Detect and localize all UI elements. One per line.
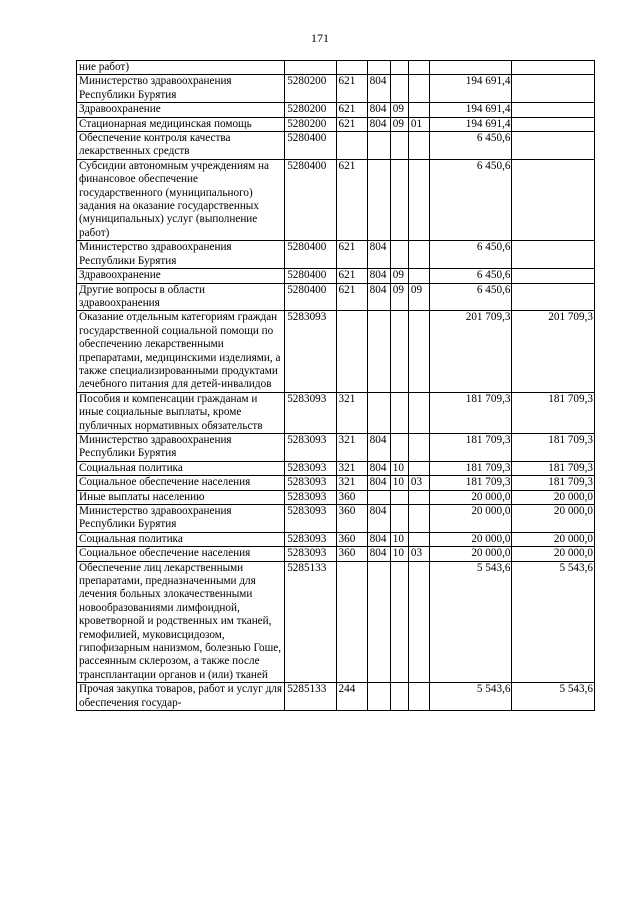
ministry-code-cell (367, 61, 390, 75)
row-name-cell: ние работ) (77, 61, 285, 75)
row-name-cell: Социальная политика (77, 532, 285, 546)
target-article-code-cell: 5283093 (285, 476, 336, 490)
expense-type-code-cell (336, 61, 367, 75)
table-row (77, 392, 595, 433)
table-row (77, 311, 595, 392)
target-article-code-cell (285, 61, 336, 75)
page-number: 171 (311, 31, 329, 45)
ministry-code-cell: 804 (367, 283, 390, 311)
section-code-cell (390, 490, 408, 504)
expense-type-code-cell: 621 (336, 241, 367, 269)
amount-total-cell: 5 543,6 (430, 683, 512, 711)
target-article-code-cell: 5283093 (285, 461, 336, 475)
section-code-cell: 09 (390, 269, 408, 283)
target-article-code-cell: 5280200 (285, 75, 336, 103)
amount-federal-cell: 20 000,0 (512, 532, 595, 546)
table-row (77, 75, 595, 103)
section-code-cell: 10 (390, 476, 408, 490)
amount-total-cell: 5 543,6 (430, 561, 512, 683)
row-name-cell: Социальное обеспечение населения (77, 476, 285, 490)
subsection-code-cell (408, 461, 429, 475)
subsection-code-cell (408, 269, 429, 283)
target-article-code-cell: 5280400 (285, 283, 336, 311)
subsection-code-cell (408, 392, 429, 433)
amount-federal-cell: 181 709,3 (512, 461, 595, 475)
amount-total-cell: 20 000,0 (430, 490, 512, 504)
ministry-code-cell: 804 (367, 103, 390, 117)
section-code-cell (390, 505, 408, 533)
subsection-code-cell (408, 159, 429, 240)
table-row (77, 117, 595, 131)
table-row (77, 505, 595, 533)
row-name-cell: Иные выплаты населению (77, 490, 285, 504)
row-name-cell: Пособия и компенсации гражданам и иные социальные выплаты, кроме публичных нормативных обязательств (77, 392, 285, 433)
ministry-code-cell (367, 392, 390, 433)
amount-federal-cell (512, 159, 595, 240)
target-article-code-cell: 5283093 (285, 547, 336, 561)
section-code-cell (390, 61, 408, 75)
budget-table-body (77, 61, 595, 711)
amount-federal-cell: 5 543,6 (512, 683, 595, 711)
target-article-code-cell: 5285133 (285, 683, 336, 711)
target-article-code-cell: 5285133 (285, 561, 336, 683)
table-row (77, 132, 595, 160)
amount-total-cell: 201 709,3 (430, 311, 512, 392)
amount-federal-cell: 181 709,3 (512, 433, 595, 461)
subsection-code-cell: 03 (408, 476, 429, 490)
expense-type-code-cell: 360 (336, 490, 367, 504)
expense-type-code-cell: 321 (336, 461, 367, 475)
section-code-cell (390, 311, 408, 392)
section-code-cell (390, 75, 408, 103)
target-article-code-cell: 5280400 (285, 241, 336, 269)
target-article-code-cell: 5280400 (285, 132, 336, 160)
section-code-cell (390, 159, 408, 240)
target-article-code-cell: 5280400 (285, 159, 336, 240)
section-code-cell (390, 683, 408, 711)
ministry-code-cell (367, 561, 390, 683)
amount-total-cell: 181 709,3 (430, 433, 512, 461)
section-code-cell (390, 561, 408, 683)
subsection-code-cell (408, 103, 429, 117)
expense-type-code-cell: 244 (336, 683, 367, 711)
table-row (77, 461, 595, 475)
amount-total-cell: 6 450,6 (430, 159, 512, 240)
section-code-cell (390, 392, 408, 433)
expense-type-code-cell (336, 311, 367, 392)
target-article-code-cell: 5283093 (285, 490, 336, 504)
ministry-code-cell: 804 (367, 269, 390, 283)
target-article-code-cell: 5283093 (285, 532, 336, 546)
expense-type-code-cell: 360 (336, 547, 367, 561)
row-name-cell: Другие вопросы в области здравоохранения (77, 283, 285, 311)
amount-federal-cell (512, 132, 595, 160)
table-row (77, 561, 595, 683)
table-row (77, 159, 595, 240)
ministry-code-cell: 804 (367, 241, 390, 269)
amount-total-cell: 20 000,0 (430, 532, 512, 546)
ministry-code-cell (367, 311, 390, 392)
amount-total-cell: 6 450,6 (430, 283, 512, 311)
table-row (77, 283, 595, 311)
amount-federal-cell (512, 269, 595, 283)
section-code-cell: 10 (390, 461, 408, 475)
ministry-code-cell: 804 (367, 505, 390, 533)
section-code-cell: 10 (390, 547, 408, 561)
row-name-cell: Социальная политика (77, 461, 285, 475)
section-code-cell: 09 (390, 117, 408, 131)
expense-type-code-cell: 321 (336, 476, 367, 490)
expense-type-code-cell: 621 (336, 117, 367, 131)
row-name-cell: Субсидии автономным учреждениям на финансовое обеспечение государственного (муниципального) задания на оказание государственных (муниципальных) услуг (выполнение работ) (77, 159, 285, 240)
row-name-cell: Прочая закупка товаров, работ и услуг для обеспечения государ- (77, 683, 285, 711)
amount-federal-cell (512, 103, 595, 117)
row-name-cell: Обеспечение лиц лекарственными препаратами, предназначенными для лечения больных злокачественными новообразованиями лимфоидной, кроветворной и родственных им тканей, гемофилией, муковисцидозом, гипофизарным нанизмом, болезнью Гоше, рассеянным склерозом, а также после трансплантации органов и (или) тканей (77, 561, 285, 683)
expense-type-code-cell (336, 561, 367, 683)
target-article-code-cell: 5283093 (285, 392, 336, 433)
row-name-cell: Министерство здравоохранения Республики Бурятия (77, 75, 285, 103)
table-row (77, 269, 595, 283)
table-row (77, 61, 595, 75)
subsection-code-cell (408, 241, 429, 269)
expense-type-code-cell: 621 (336, 103, 367, 117)
row-name-cell: Здравоохранение (77, 103, 285, 117)
amount-federal-cell (512, 241, 595, 269)
subsection-code-cell (408, 61, 429, 75)
amount-total-cell: 181 709,3 (430, 461, 512, 475)
ministry-code-cell (367, 132, 390, 160)
expense-type-code-cell: 360 (336, 532, 367, 546)
ministry-code-cell: 804 (367, 547, 390, 561)
row-name-cell: Министерство здравоохранения Республики Бурятия (77, 241, 285, 269)
subsection-code-cell (408, 683, 429, 711)
amount-total-cell (430, 61, 512, 75)
table-row (77, 476, 595, 490)
subsection-code-cell (408, 75, 429, 103)
row-name-cell: Оказание отдельным категориям граждан государственной социальной помощи по обеспечению лекарственными препаратами, медицинскими изделиями, а также специализированными продуктами лечебного питания для детей-инвалидов (77, 311, 285, 392)
ministry-code-cell: 804 (367, 476, 390, 490)
row-name-cell: Стационарная медицинская помощь (77, 117, 285, 131)
amount-federal-cell: 181 709,3 (512, 392, 595, 433)
table-row (77, 433, 595, 461)
ministry-code-cell (367, 683, 390, 711)
ministry-code-cell: 804 (367, 461, 390, 475)
table-row (77, 103, 595, 117)
subsection-code-cell (408, 433, 429, 461)
amount-federal-cell: 20 000,0 (512, 505, 595, 533)
table-row (77, 683, 595, 711)
target-article-code-cell: 5280200 (285, 117, 336, 131)
target-article-code-cell: 5283093 (285, 433, 336, 461)
amount-federal-cell: 181 709,3 (512, 476, 595, 490)
ministry-code-cell (367, 159, 390, 240)
expense-type-code-cell: 321 (336, 392, 367, 433)
section-code-cell (390, 132, 408, 160)
ministry-code-cell (367, 490, 390, 504)
expense-type-code-cell: 621 (336, 159, 367, 240)
target-article-code-cell: 5280400 (285, 269, 336, 283)
amount-total-cell: 20 000,0 (430, 547, 512, 561)
subsection-code-cell: 09 (408, 283, 429, 311)
subsection-code-cell: 03 (408, 547, 429, 561)
row-name-cell: Министерство здравоохранения Республики Бурятия (77, 433, 285, 461)
amount-federal-cell (512, 283, 595, 311)
amount-federal-cell (512, 75, 595, 103)
expense-type-code-cell: 621 (336, 283, 367, 311)
amount-total-cell: 6 450,6 (430, 241, 512, 269)
subsection-code-cell (408, 311, 429, 392)
expense-type-code-cell (336, 132, 367, 160)
ministry-code-cell: 804 (367, 532, 390, 546)
section-code-cell: 09 (390, 283, 408, 311)
subsection-code-cell: 01 (408, 117, 429, 131)
amount-total-cell: 6 450,6 (430, 269, 512, 283)
amount-total-cell: 6 450,6 (430, 132, 512, 160)
table-row (77, 532, 595, 546)
expense-type-code-cell: 621 (336, 269, 367, 283)
ministry-code-cell: 804 (367, 433, 390, 461)
amount-total-cell: 194 691,4 (430, 103, 512, 117)
section-code-cell (390, 433, 408, 461)
ministry-code-cell: 804 (367, 117, 390, 131)
subsection-code-cell (408, 505, 429, 533)
ministry-code-cell: 804 (367, 75, 390, 103)
section-code-cell: 10 (390, 532, 408, 546)
amount-total-cell: 181 709,3 (430, 392, 512, 433)
amount-total-cell: 194 691,4 (430, 75, 512, 103)
amount-federal-cell: 20 000,0 (512, 490, 595, 504)
amount-federal-cell: 201 709,3 (512, 311, 595, 392)
amount-federal-cell (512, 61, 595, 75)
subsection-code-cell (408, 561, 429, 683)
target-article-code-cell: 5283093 (285, 311, 336, 392)
row-name-cell: Здравоохранение (77, 269, 285, 283)
target-article-code-cell: 5283093 (285, 505, 336, 533)
subsection-code-cell (408, 132, 429, 160)
expense-type-code-cell: 621 (336, 75, 367, 103)
expense-type-code-cell: 321 (336, 433, 367, 461)
row-name-cell: Социальное обеспечение населения (77, 547, 285, 561)
table-row (77, 490, 595, 504)
section-code-cell: 09 (390, 103, 408, 117)
amount-total-cell: 20 000,0 (430, 505, 512, 533)
target-article-code-cell: 5280200 (285, 103, 336, 117)
section-code-cell (390, 241, 408, 269)
subsection-code-cell (408, 490, 429, 504)
amount-federal-cell: 20 000,0 (512, 547, 595, 561)
budget-table (76, 60, 595, 711)
amount-total-cell: 194 691,4 (430, 117, 512, 131)
subsection-code-cell (408, 532, 429, 546)
row-name-cell: Обеспечение контроля качества лекарственных средств (77, 132, 285, 160)
amount-total-cell: 181 709,3 (430, 476, 512, 490)
amount-federal-cell (512, 117, 595, 131)
table-row (77, 547, 595, 561)
row-name-cell: Министерство здравоохранения Республики Бурятия (77, 505, 285, 533)
expense-type-code-cell: 360 (336, 505, 367, 533)
amount-federal-cell: 5 543,6 (512, 561, 595, 683)
table-row (77, 241, 595, 269)
